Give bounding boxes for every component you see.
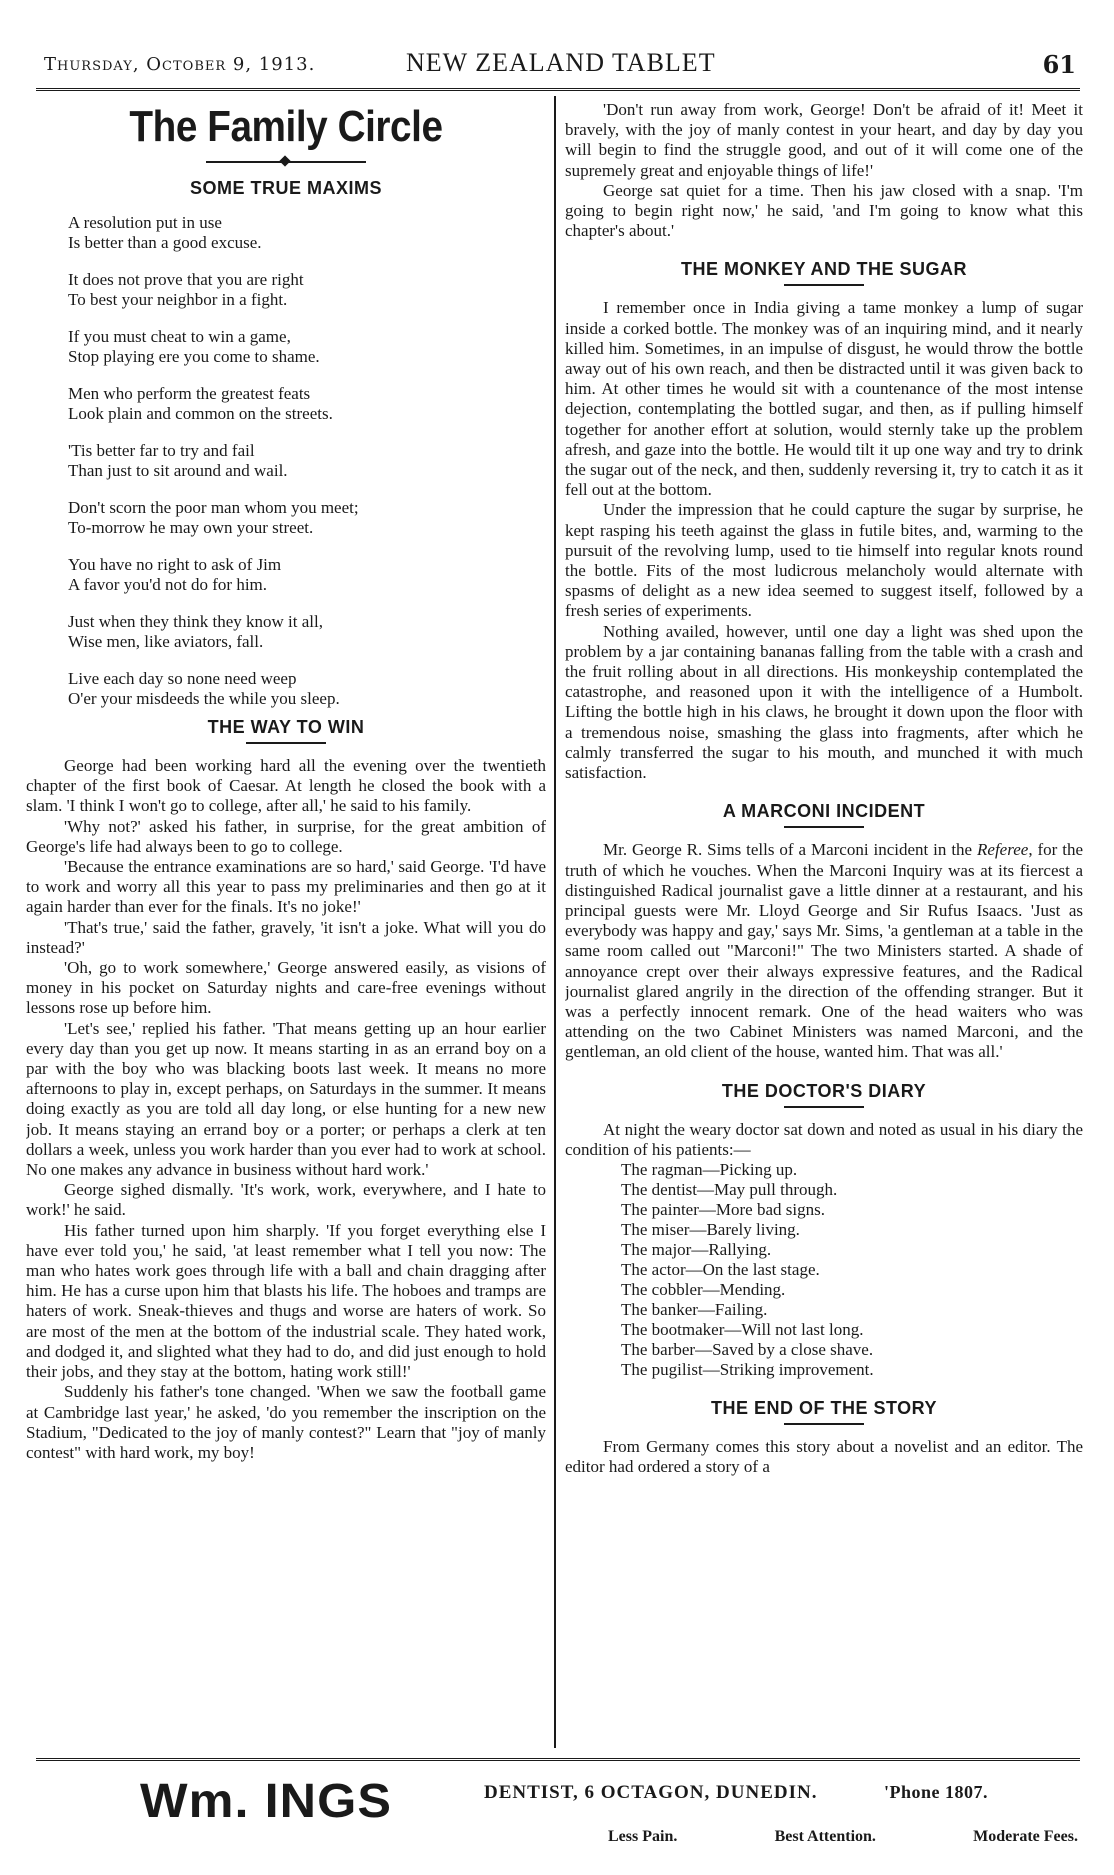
maxims-title: SOME TRUE MAXIMS [189, 178, 382, 198]
marconi-paragraph: Mr. George R. Sims tells of a Marconi incident in the Referee, for the truth of which he vouches. When the Marconi Inquiry was at its fiercest a distinguished Radical journalist gave a little dinner at a restaurant, and his principal guests were Mr. Lloyd George and Sir Rufus Isaacs. 'Just as everybody was happy and gay,' says Mr. Sims, 'a gentleman at a table in the same room called out "Marconi!" The two Ministers started. A shade of annoyance crept over their always expressive features, and the Radical journalist glared angrily in the direction of the offending stranger. But it was a perfectly innocent remark. One of the head waiters who was attending on the two Cabinet Ministers was named Marconi, and the gentleman, an old client of the house, wanted him. That was all.' [565, 840, 1083, 1062]
referee-title: Referee [977, 840, 1029, 860]
stanza: You have no right to ask of Jim A favor you'd not do for him. [68, 555, 282, 594]
advert-phone: 'Phone 1807. [884, 1782, 989, 1802]
list-item: The cobbler—Mending. [621, 1279, 786, 1299]
main-title: The Family Circle [129, 102, 443, 151]
stanza: It does not prove that you are right To best your neighbor in a fight. [68, 270, 304, 309]
list-item: The major—Rallying. [621, 1239, 772, 1259]
stanza: If you must cheat to win a game, Stop playing ere you come to shame. [68, 327, 320, 366]
paragraph: I remember once in India giving a tame monkey a lump of sugar inside a corked bottle. The monkey was of an inquiring mind, and it nearly killed him. Sometimes, in an impulse of disgust, he would throw the bottle away out of his own reach, and then be distracted until it was given back to him. At other times he would sit with a countenance of the most intense dejection, contemplating the bottled sugar, and then, as if pulling himself together for another effort at solution, would sternly take up the problem afresh, and gaze into the bottle. He would tilt it up one way and try to drink the sugar out of the neck, and then, suddenly reversing it, try to catch it as it fell out at the bottom. [565, 298, 1083, 500]
paragraph: 'Oh, go to work somewhere,' George answered easily, as visions of money in his pocket on Saturday nights and care-free evenings without lessons rose up before him. [26, 958, 546, 1018]
paragraph: Nothing availed, however, until one day a light was shed upon the problem by a jar containing bananas falling from the table with a crash and the fruit rolling about in all directions. His monkeyship contemplated the catastrophe, and reasoned upon it with the intelligence of a Humbolt. Lifting the bottle high in his claws, he brought it down upon the floor with a tremendous noise, smashing the glass into fragments, after which he calmly transferred the sugar to his mouth, and munched it with much satisfaction. [565, 621, 1083, 783]
paragraph: Under the impression that he could capture the sugar by surprise, he kept rasping his teeth against the glass in futile bites, and, warming to the pursuit of the revolving lump, used to tie himself into regular knots round the bottle. Fits of the most ludicrous melancholy would alternate with spasms of delight as a new idea seemed to suggest itself, followed by a fresh series of experiments. [565, 500, 1083, 621]
issue-date: Thursday, October 9, 1913. [44, 54, 316, 75]
page-number: 61 [1042, 50, 1076, 79]
paragraph: Suddenly his father's tone changed. 'When we saw the football game at Cambridge last year,' he asked, 'do you remember the inscription on the Stadium, "Dedicated to the joy of manly contest?" Learn that "joy of manly contest" with hard work, my boy! [26, 1382, 546, 1462]
continued-article [565, 100, 1083, 241]
stanza: Just when they think they know it all, Wise men, like aviators, fall. [68, 612, 323, 651]
way-to-win-article [26, 756, 546, 1463]
paragraph: 'Don't run away from work, George! Don't be afraid of it! Meet it bravely, with the joy of manly contest in your heart, and day by day you will begin to find the struggle good, and out of it will come one of the supremely great and enjoyable things of life!' [565, 100, 1083, 180]
way-to-win-title: THE WAY TO WIN [207, 717, 365, 737]
paragraph: His father turned upon him sharply. 'If you forget everything else I have ever told you,' he said, 'at least remember what I tell you now: The man who hates work goes through life with a ball and chain dragging after him. He has a curse upon him that blasts his life. The hoboes and tramps are haters of work. Sneak-thieves and thugs and worse are haters of work. So are most of the men at the bottom of the industrial scale. They hated work, and dodged it, and slighted what they had to do, and did just enough to hold their jobs, and they stay at the bottom, hating work still!' [26, 1220, 546, 1382]
marconi-title: A MARCONI INCIDENT [722, 801, 926, 822]
title-rule [784, 1106, 864, 1108]
diamond-icon [279, 155, 290, 166]
stanza: Men who perform the greatest feats Look plain and common on the streets. [68, 384, 333, 423]
diary-intro: At night the weary doctor sat down and noted as usual in his diary the condition of his patients:— [565, 1119, 1083, 1159]
paragraph: 'That's true,' said the father, gravely, 'it isn't a joke. What will you do instead?' [26, 917, 546, 957]
title-rule [784, 826, 864, 828]
left-column [26, 100, 546, 1750]
advert-brand: Wm. INGS [139, 1775, 393, 1828]
paragraph: From Germany comes this story about a novelist and an editor. The editor had ordered a story of a [565, 1436, 1083, 1477]
list-item: The ragman—Picking up. [621, 1159, 798, 1179]
title-ornament [206, 156, 366, 168]
masthead [36, 46, 1080, 86]
right-column [565, 100, 1083, 1750]
list-item: The bootmaker—Will not last long. [621, 1319, 864, 1339]
dentist-advert [36, 1768, 1080, 1868]
paragraph: George had been working hard all the evening over the twentieth chapter of the first book of Caesar. At length he closed the book with a slam. 'I think I won't go to college, after all,' he said to his family. [26, 756, 546, 816]
paragraph: 'Why not?' asked his father, in surprise, for the great ambition of George's life had always been to go to college. [26, 816, 546, 856]
stanza: A resolution put in use Is better than a good excuse. [68, 213, 262, 252]
monkey-title: THE MONKEY AND THE SUGAR [680, 259, 968, 280]
paragraph: George sighed dismally. 'It's work, work, everywhere, and I hate to work!' he said. [26, 1180, 546, 1220]
monkey-article [565, 298, 1083, 783]
slogan: Best Attention. [774, 1828, 876, 1845]
paragraph: George sat quiet for a time. Then his jaw closed with a snap. 'I'm going to begin right now,' he said, 'and I'm going to know what this chapter's about.' [565, 180, 1083, 241]
diary-title: THE DOCTOR'S DIARY [721, 1080, 927, 1101]
list-item: The pugilist—Striking improvement. [621, 1359, 874, 1379]
maxims-poem [26, 213, 546, 709]
list-item: The dentist—May pull through. [621, 1179, 838, 1199]
list-item: The miser—Barely living. [621, 1219, 800, 1239]
slogan: Moderate Fees. [973, 1828, 1078, 1845]
diary-list [565, 1160, 1083, 1380]
paper-name: NEW ZEALAND TABLET [406, 48, 716, 77]
list-item: The painter—More bad signs. [621, 1199, 825, 1219]
paragraph: 'Let's see,' replied his father. 'That means getting up an hour earlier every day than you get up now. It means starting in as an errand boy on a par with the boy who was blacking boots last week. It means no more afternoons to play in, except perhaps, on Saturdays in the summer. It means doing exactly as you are told all day long, or else hunting for a new new job. It means staying an errand boy or a porter; or perhaps a clerk at ten dollars a week, unless you work harder than you ever had to work at school. No one makes any advance in business without hard work.' [26, 1018, 546, 1180]
column-divider [554, 96, 556, 1748]
list-item: The actor—On the last stage. [621, 1259, 820, 1279]
advert-rule [36, 1758, 1080, 1761]
slogan: Less Pain. [608, 1828, 678, 1845]
stanza: Don't scorn the poor man whom you meet; To-morrow he may own your street. [68, 498, 359, 537]
advert-slogans [608, 1828, 1078, 1846]
title-rule [246, 742, 326, 744]
stanza: 'Tis better far to try and fail Than just to sit around and wail. [68, 441, 288, 480]
stanza: Live each day so none need weep O'er your misdeeds the while you sleep. [68, 669, 340, 708]
paragraph: 'Because the entrance examinations are so hard,' said George. 'I'd have to work and worry all this year to pass my preliminaries and then go at it again harder than ever for the finals. It's no joke!' [26, 857, 546, 917]
end-story-title: THE END OF THE STORY [710, 1397, 938, 1418]
title-rule [784, 284, 864, 286]
title-rule [784, 1423, 864, 1425]
masthead-rule [36, 88, 1080, 91]
advert-address: DENTIST, 6 OCTAGON, DUNEDIN. [484, 1782, 818, 1803]
list-item: The banker—Failing. [621, 1299, 768, 1319]
list-item: The barber—Saved by a close shave. [621, 1339, 874, 1359]
